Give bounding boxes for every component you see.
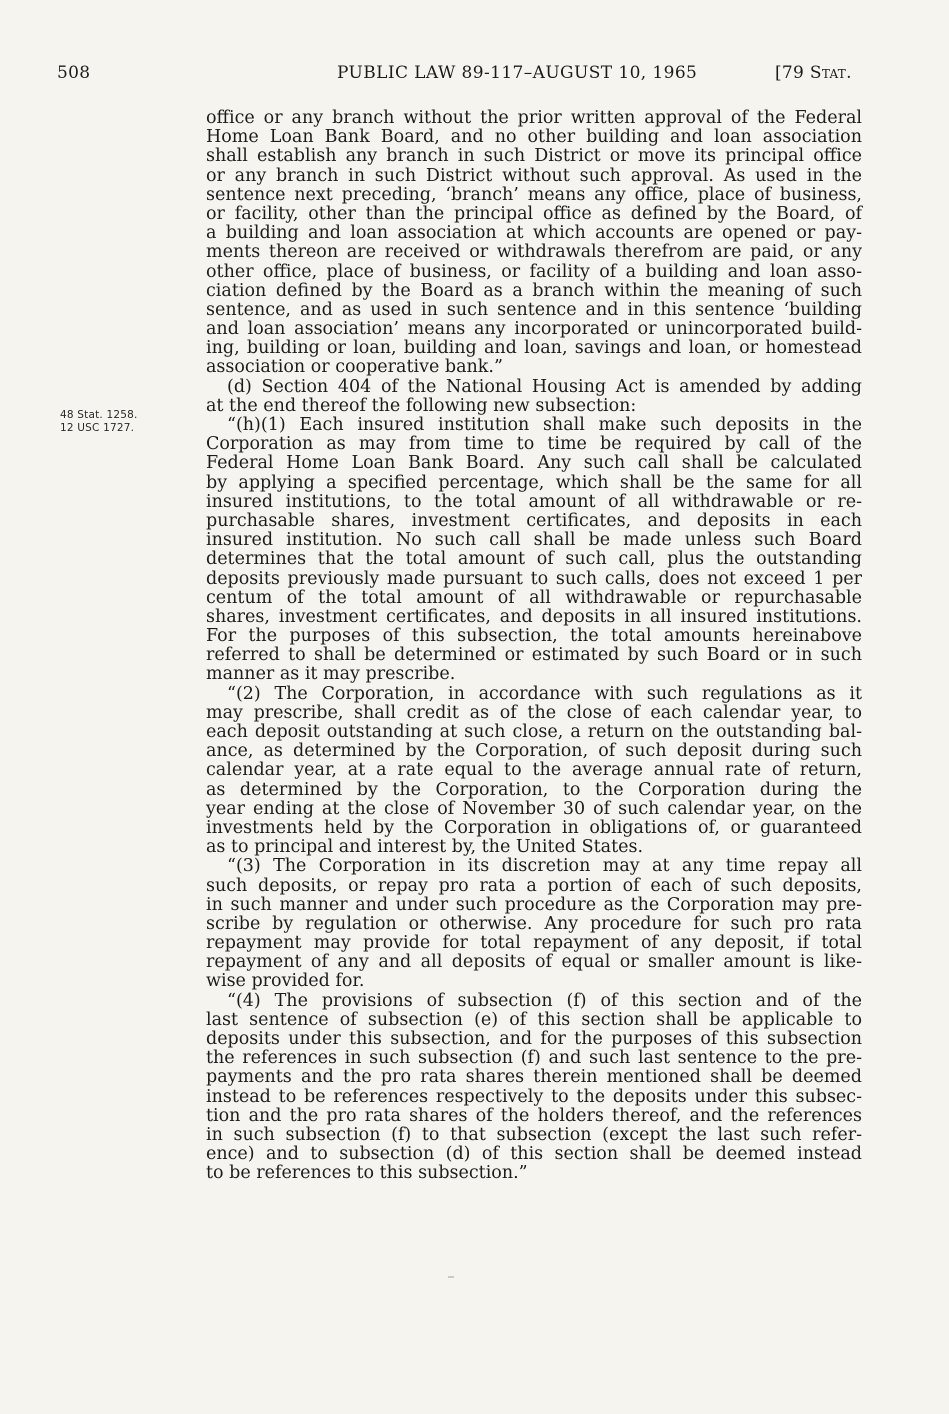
text-line: “(4) The provisions of subsection (f) of this section and of the bbox=[227, 990, 862, 1011]
text-line: ciation defined by the Board as a branch within the meaning of such bbox=[206, 280, 862, 301]
text-line: (d) Section 404 of the National Housing Act is amended by adding bbox=[227, 376, 862, 397]
body-text bbox=[206, 109, 862, 1184]
text-line: ance, as determined by the Corporation, of such deposit during such bbox=[206, 741, 862, 762]
margin-citation bbox=[60, 409, 138, 435]
page-number: 508 bbox=[57, 63, 91, 83]
volume-reference bbox=[775, 63, 852, 83]
text-line: shares, investment certificates, and deposits in all insured institutions. bbox=[206, 606, 862, 627]
text-line: wise provided for. bbox=[206, 971, 365, 992]
running-head: PUBLIC LAW 89-117–AUGUST 10, 1965 bbox=[337, 63, 698, 83]
text-line: sentence next preceding, ‘branch’ means any office, place of business, bbox=[206, 184, 862, 205]
text-line: insured institutions, to the total amount of all withdrawable or re- bbox=[206, 491, 862, 512]
text-line: and loan association’ means any incorporated or unincorporated build- bbox=[206, 319, 862, 340]
margin-citation-usc: 12 USC 1727. bbox=[60, 422, 135, 434]
text-line: Federal Home Loan Bank Board. Any such call shall be calculated bbox=[206, 453, 862, 474]
text-line: ing, building or loan, building and loan, savings and loan, or homestead bbox=[206, 338, 862, 359]
text-line: determines that the total amount of such call, plus the outstanding bbox=[206, 549, 862, 570]
volume-reference-stat: Stat. bbox=[809, 63, 852, 83]
paragraph-p3 bbox=[206, 416, 862, 685]
text-line: office or any branch without the prior written approval of the Federal bbox=[206, 108, 862, 128]
text-line: manner as it may prescribe. bbox=[206, 664, 456, 685]
page-mark bbox=[448, 1276, 454, 1278]
text-line: “(3) The Corporation in its discretion may at any time repay all bbox=[227, 856, 862, 877]
paragraph-p4 bbox=[206, 685, 862, 858]
text-line: “(h)(1) Each insured institution shall make such deposits in the bbox=[227, 415, 862, 435]
text-line: scribe by regulation or otherwise. Any procedure for such pro rata bbox=[206, 913, 862, 934]
text-line: For the purposes of this subsection, the total amounts hereinabove bbox=[206, 626, 862, 647]
text-line: or any branch in such District without such approval. As used in the bbox=[206, 165, 862, 186]
text-line: deposits previously made pursuant to such calls, does not exceed 1 per bbox=[206, 568, 862, 589]
paragraph-p2 bbox=[206, 378, 862, 416]
text-line: ence) and to subsection (d) of this section shall be deemed instead bbox=[206, 1144, 862, 1165]
text-line: the references in such subsection (f) and such last sentence to the pre- bbox=[206, 1048, 862, 1069]
text-line: “(2) The Corporation, in accordance with such regulations as it bbox=[227, 683, 862, 704]
text-line: Corporation as may from time to time be required by call of the bbox=[206, 434, 862, 455]
margin-citation-stat: 48 Stat. 1258. bbox=[60, 409, 138, 421]
text-line: insured institution. No such call shall be made unless such Board bbox=[206, 530, 862, 551]
text-line: referred to shall be determined or estimated by such Board or in such bbox=[206, 645, 862, 666]
text-line: as to principal and interest by, the United States. bbox=[206, 837, 644, 858]
text-line: shall establish any branch in such District or move its principal office bbox=[206, 146, 862, 167]
text-line: association or cooperative bank.” bbox=[206, 357, 503, 378]
text-line: centum of the total amount of all withdrawable or repurchasable bbox=[206, 587, 862, 608]
text-line: a building and loan association at which accounts are opened or pay- bbox=[206, 223, 862, 244]
text-line: each deposit outstanding at such close, a return on the outstanding bal- bbox=[206, 722, 862, 742]
text-line: as determined by the Corporation, to the Corporation during the bbox=[206, 779, 862, 800]
text-line: in such subsection (f) to that subsection (except the last such refer- bbox=[206, 1124, 862, 1145]
text-line: calendar year, at a rate equal to the average annual rate of return, bbox=[206, 760, 862, 781]
text-line: to be references to this subsection.” bbox=[206, 1163, 528, 1184]
text-line: at the end thereof the following new subsection: bbox=[206, 395, 637, 416]
text-line: repayment of any and all deposits of equal or smaller amount is like- bbox=[206, 952, 862, 973]
text-line: instead to be references respectively to the deposits under this subsec- bbox=[206, 1086, 862, 1107]
text-line: repayment may provide for total repayment of any deposit, if total bbox=[206, 933, 862, 954]
text-line: in such manner and under such procedure as the Corporation may pre- bbox=[206, 894, 862, 915]
text-line: purchasable shares, investment certificates, and deposits in each bbox=[206, 510, 862, 531]
paragraph-p5 bbox=[206, 857, 862, 991]
text-line: last sentence of subsection (e) of this section shall be applicable to bbox=[206, 1009, 862, 1030]
text-line: or facility, other than the principal office as defined by the Board, of bbox=[206, 203, 862, 224]
volume-reference-prefix: [79 bbox=[775, 63, 810, 83]
text-line: ments thereon are received or withdrawals therefrom are paid, or any bbox=[206, 242, 862, 263]
text-line: investments held by the Corporation in obligations of, or guaranteed bbox=[206, 817, 862, 838]
text-line: sentence, and as used in such sentence and in this sentence ‘building bbox=[206, 299, 862, 320]
text-line: tion and the pro rata shares of the holders thereof, and the references bbox=[206, 1105, 862, 1126]
paragraph-p6 bbox=[206, 992, 862, 1184]
text-line: other office, place of business, or facility of a building and loan asso- bbox=[206, 261, 862, 282]
text-line: by applying a specified percentage, which shall be the same for all bbox=[206, 472, 862, 493]
text-line: such deposits, or repay pro rata a portion of each of such deposits, bbox=[206, 875, 862, 896]
text-line: payments and the pro rata shares therein mentioned shall be deemed bbox=[206, 1067, 862, 1088]
text-line: year ending at the close of November 30 of such calendar year, on the bbox=[206, 798, 862, 819]
text-line: deposits under this subsection, and for the purposes of this subsection bbox=[206, 1029, 862, 1049]
paragraph-p1 bbox=[206, 109, 862, 378]
text-line: may prescribe, shall credit as of the close of each calendar year, to bbox=[206, 702, 862, 723]
text-line: Home Loan Bank Board, and no other building and loan association bbox=[206, 127, 862, 148]
